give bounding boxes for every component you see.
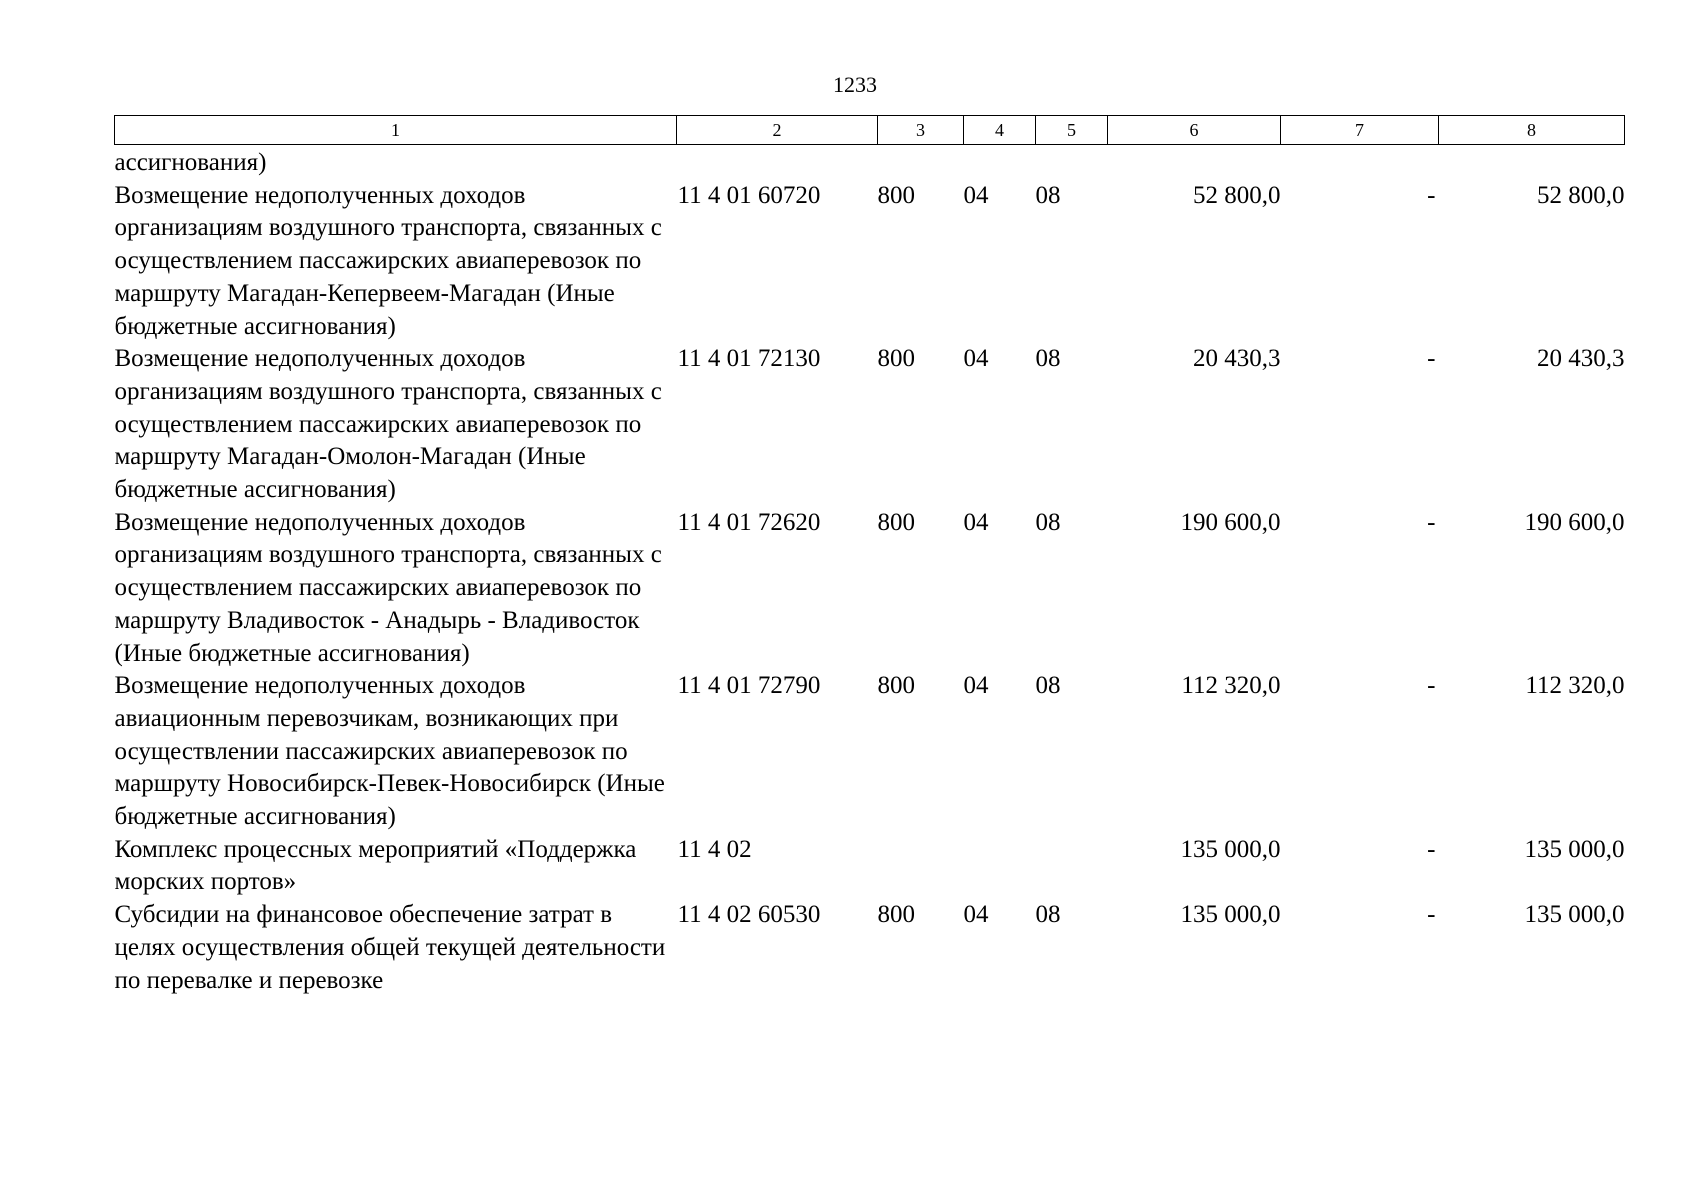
- row-name: Возмещение недополученных доходов организациям воздушного транспорта, связанных с осуществлением пассажирских авиаперевозок по маршруту Магадан-Кепервеем-Магадан (Иные бюджетные ассигнования): [114, 181, 662, 340]
- row-code: 11 4 01 72130: [677, 345, 821, 373]
- row-name: Возмещение недополученных доходов авиационным перевозчикам, возникающих при осуществлении пассажирских авиаперевозок по маршруту Новосибирск-Певек-Новосибирск (Иные бюджетные ассигнования): [114, 672, 665, 831]
- column-header-7: 7: [1281, 116, 1439, 145]
- row-total: 20 430,3: [1537, 345, 1625, 373]
- row-amount: 190 600,0: [1180, 508, 1281, 536]
- row-change: [1281, 145, 1439, 180]
- row-total: 135 000,0: [1524, 901, 1625, 929]
- row-name: ассигнования): [114, 149, 267, 176]
- column-header-6: 6: [1108, 116, 1281, 145]
- row-expense-type: 800: [877, 672, 915, 700]
- page-number: 1233: [833, 72, 877, 97]
- row-expense-type: 800: [877, 508, 915, 536]
- row-change: -: [1427, 345, 1436, 373]
- table-row: [115, 899, 1625, 997]
- table-body: [115, 145, 1625, 998]
- row-expense-type: 800: [877, 901, 915, 929]
- row-section: 04: [963, 181, 989, 209]
- column-header-8: 8: [1439, 116, 1625, 145]
- row-code: [677, 145, 878, 180]
- row-subsection: 08: [1035, 672, 1061, 700]
- row-change: -: [1427, 901, 1436, 929]
- row-expense-type: 800: [877, 181, 915, 209]
- row-amount: 52 800,0: [1193, 181, 1281, 209]
- header-row: [115, 116, 1625, 145]
- budget-table: [114, 115, 1625, 997]
- row-section: [964, 145, 1036, 180]
- row-code: 11 4 01 72790: [677, 672, 821, 700]
- row-amount: 20 430,3: [1193, 345, 1281, 373]
- row-section: 04: [963, 672, 989, 700]
- row-expense-type: 800: [877, 345, 915, 373]
- row-code: 11 4 02: [677, 835, 752, 863]
- table-row: [115, 343, 1625, 507]
- row-amount: 112 320,0: [1181, 672, 1281, 700]
- row-section: 04: [963, 345, 989, 373]
- row-subsection: [1036, 145, 1108, 180]
- row-code: 11 4 02 60530: [677, 901, 821, 929]
- row-expense-type: [878, 834, 964, 899]
- row-section: 04: [963, 901, 989, 929]
- row-amount: 135 000,0: [1180, 835, 1281, 863]
- row-amount: 135 000,0: [1180, 901, 1281, 929]
- row-total: 52 800,0: [1537, 181, 1625, 209]
- row-subsection: 08: [1035, 181, 1061, 209]
- table-row: [115, 507, 1625, 671]
- column-header-3: 3: [878, 116, 964, 145]
- row-name: Субсидии на финансовое обеспечение затрат в целях осуществления общей текущей деятельности по перевалке и перевозке: [114, 901, 666, 994]
- row-change: -: [1427, 181, 1436, 209]
- row-section: 04: [963, 508, 989, 536]
- row-code: 11 4 01 72620: [677, 508, 821, 536]
- row-total: 135 000,0: [1524, 835, 1625, 863]
- table-row: [115, 834, 1625, 899]
- row-name: Возмещение недополученных доходов организациям воздушного транспорта, связанных с осуществлением пассажирских авиаперевозок по маршруту Владивосток - Анадырь - Владивосток (Иные бюджетные ассигнования): [114, 508, 662, 667]
- column-header-1: 1: [115, 116, 677, 145]
- row-expense-type: [878, 145, 964, 180]
- row-total: [1439, 145, 1625, 180]
- row-subsection: 08: [1035, 508, 1061, 536]
- column-header-4: 4: [964, 116, 1036, 145]
- row-name: Возмещение недополученных доходов организациям воздушного транспорта, связанных с осуществлением пассажирских авиаперевозок по маршруту Магадан-Омолон-Магадан (Иные бюджетные ассигнования): [114, 345, 662, 504]
- row-change: -: [1427, 835, 1436, 863]
- table-header: [115, 116, 1625, 145]
- row-code: 11 4 01 60720: [677, 181, 821, 209]
- column-header-5: 5: [1036, 116, 1108, 145]
- table-row: [115, 180, 1625, 344]
- row-name: Комплекс процессных мероприятий «Поддержка морских портов»: [114, 835, 637, 896]
- table-row: [115, 670, 1625, 834]
- row-change: -: [1427, 508, 1436, 536]
- row-subsection: 08: [1035, 345, 1061, 373]
- row-subsection: 08: [1035, 901, 1061, 929]
- row-total: 112 320,0: [1525, 672, 1625, 700]
- column-header-2: 2: [677, 116, 878, 145]
- row-section: [964, 834, 1036, 899]
- row-total: 190 600,0: [1524, 508, 1625, 536]
- row-amount: [1108, 145, 1281, 180]
- table-row: [115, 145, 1625, 180]
- row-change: -: [1427, 672, 1436, 700]
- row-subsection: [1036, 834, 1108, 899]
